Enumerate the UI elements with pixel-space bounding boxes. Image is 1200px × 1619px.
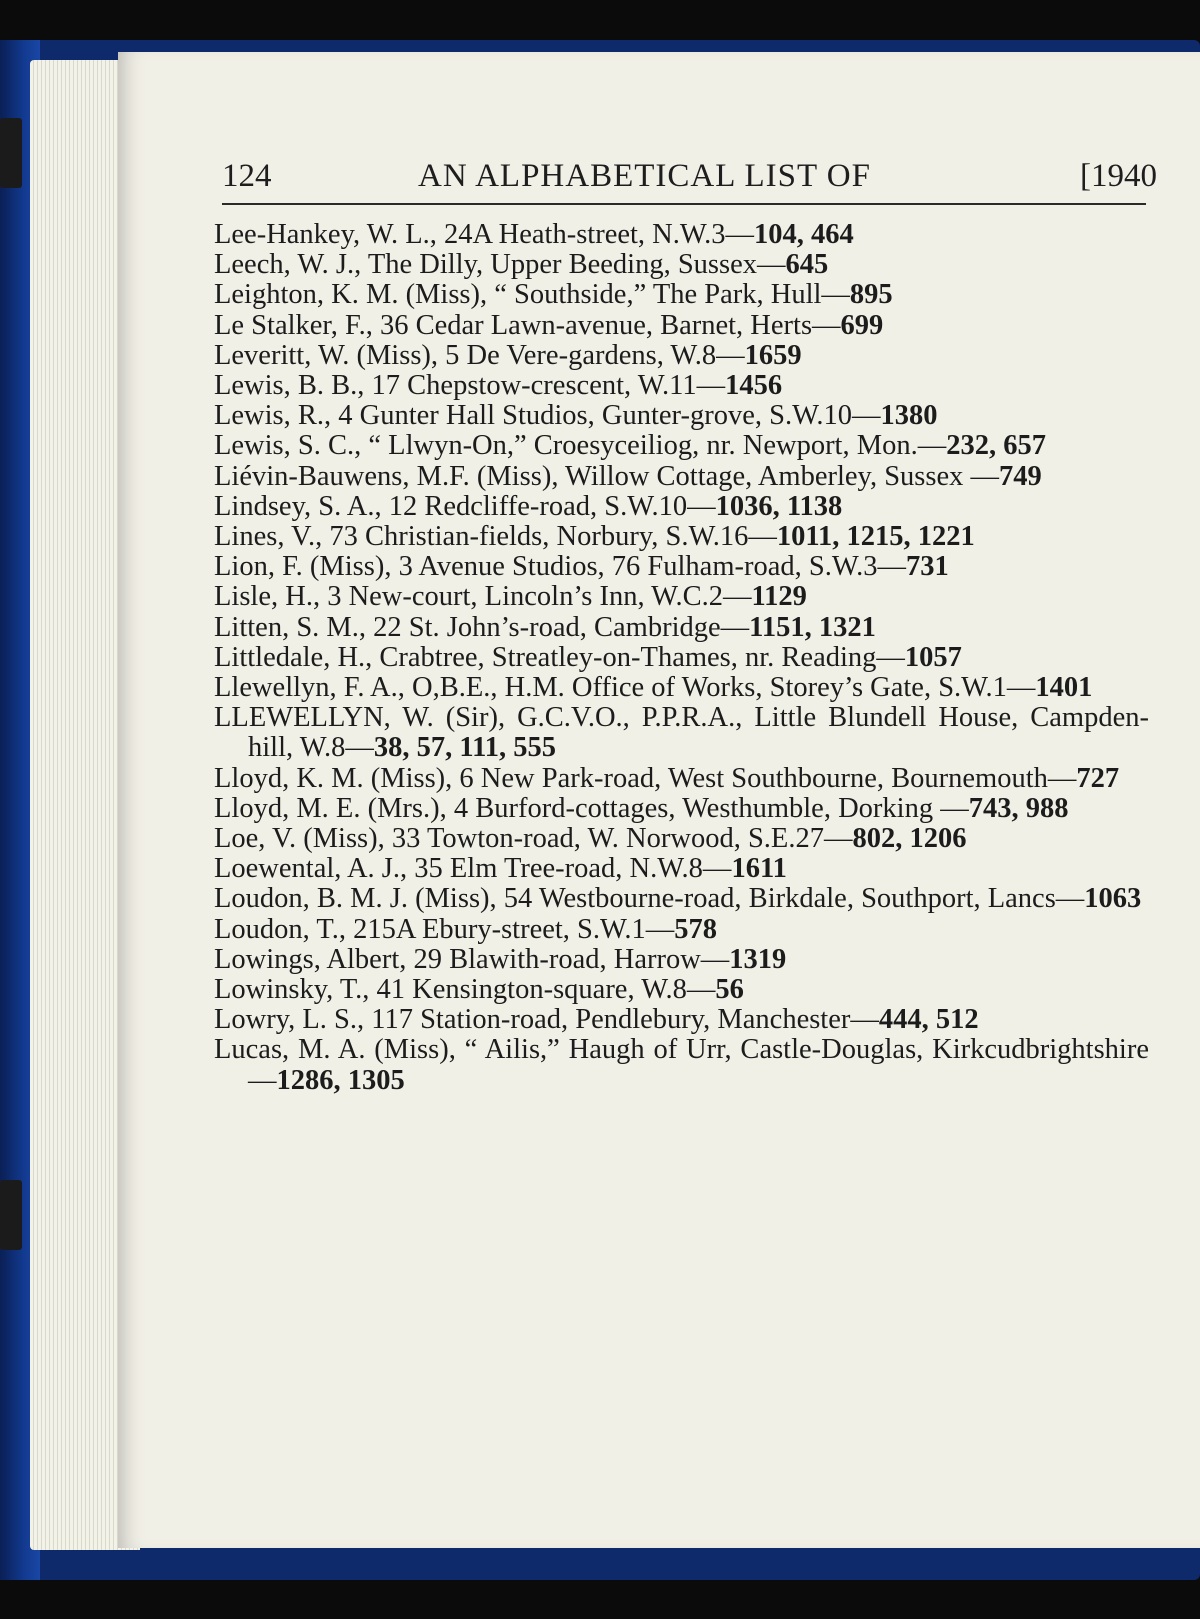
list-item: Leighton, K. M. (Miss), “ Southside,” The Park, Hull—895 bbox=[214, 279, 893, 311]
list-item: Lewis, B. B., 17 Chepstow-crescent, W.11—1456 bbox=[214, 370, 783, 402]
list-item: Loudon, T., 215A Ebury-street, S.W.1—578 bbox=[214, 913, 717, 945]
list-item: Lowry, L. S., 117 Station-road, Pendlebury, Manchester—444, 512 bbox=[214, 1004, 979, 1036]
entry-list bbox=[214, 220, 1149, 1096]
list-item: LLEWELLYN, W. (Sir), G.C.V.O., P.P.R.A., Little Blundell House, Campden-hill, W.8—38, 57, 111, 555 bbox=[214, 702, 1149, 764]
page-number: 124 bbox=[222, 158, 272, 194]
list-item: Llewellyn, F. A., O,B.E., H.M. Office of Works, Storey’s Gate, S.W.1—1401 bbox=[214, 672, 1093, 704]
list-item: Leech, W. J., The Dilly, Upper Beeding, Sussex—645 bbox=[214, 249, 829, 281]
list-item: Leveritt, W. (Miss), 5 De Vere-gardens, W.8—1659 bbox=[214, 339, 802, 371]
list-item: Le Stalker, F., 36 Cedar Lawn-avenue, Barnet, Herts—699 bbox=[214, 309, 884, 341]
list-item: Lowinsky, T., 41 Kensington-square, W.8—56 bbox=[214, 974, 744, 1006]
page-clip-bottom bbox=[0, 1180, 22, 1250]
list-item: Loudon, B. M. J. (Miss), 54 Westbourne-road, Birkdale, Southport, Lancs—1063 bbox=[214, 883, 1142, 915]
list-item: Lewis, R., 4 Gunter Hall Studios, Gunter-grove, S.W.10—1380 bbox=[214, 400, 938, 432]
list-item: Lloyd, K. M. (Miss), 6 New Park-road, West Southbourne, Bournemouth—727 bbox=[214, 762, 1120, 794]
list-item: Loewental, A. J., 35 Elm Tree-road, N.W.8—1611 bbox=[214, 853, 787, 885]
list-item: Lloyd, M. E. (Mrs.), 4 Burford-cottages, Westhumble, Dorking —743, 988 bbox=[214, 792, 1069, 824]
list-item: Lisle, H., 3 New-court, Lincoln’s Inn, W.C.2—1129 bbox=[214, 581, 807, 613]
header-rule bbox=[222, 203, 1146, 205]
list-item: Lowings, Albert, 29 Blawith-road, Harrow—1319 bbox=[214, 943, 787, 975]
list-item: Litten, S. M., 22 St. John’s-road, Cambridge—1151, 1321 bbox=[214, 611, 876, 643]
list-item: Liévin-Bauwens, M.F. (Miss), Willow Cottage, Amberley, Sussex —749 bbox=[214, 460, 1042, 492]
list-item: Lindsey, S. A., 12 Redcliffe-road, S.W.10—1036, 1138 bbox=[214, 490, 843, 522]
list-item: Lucas, M. A. (Miss), “ Ailis,” Haugh of Urr, Castle-Douglas, Kirkcudbrightshire—1286, 1305 bbox=[214, 1034, 1149, 1096]
page-clip-top bbox=[0, 118, 22, 188]
page-year: [1940 bbox=[1080, 158, 1157, 194]
page-title: AN ALPHABETICAL LIST OF bbox=[418, 158, 871, 194]
page-header bbox=[222, 158, 1200, 202]
list-item: Lewis, S. C., “ Llwyn-On,” Croesyceiliog, nr. Newport, Mon.—232, 657 bbox=[214, 430, 1046, 462]
list-item: Lines, V., 73 Christian-fields, Norbury, S.W.16—1011, 1215, 1221 bbox=[214, 521, 975, 553]
list-item: Littledale, H., Crabtree, Streatley-on-Thames, nr. Reading—1057 bbox=[214, 641, 962, 673]
list-item: Lee-Hankey, W. L., 24A Heath-street, N.W.3—104, 464 bbox=[214, 219, 854, 250]
list-item: Lion, F. (Miss), 3 Avenue Studios, 76 Fulham-road, S.W.3—731 bbox=[214, 551, 949, 583]
list-item: Loe, V. (Miss), 33 Towton-road, W. Norwood, S.E.27—802, 1206 bbox=[214, 823, 967, 855]
